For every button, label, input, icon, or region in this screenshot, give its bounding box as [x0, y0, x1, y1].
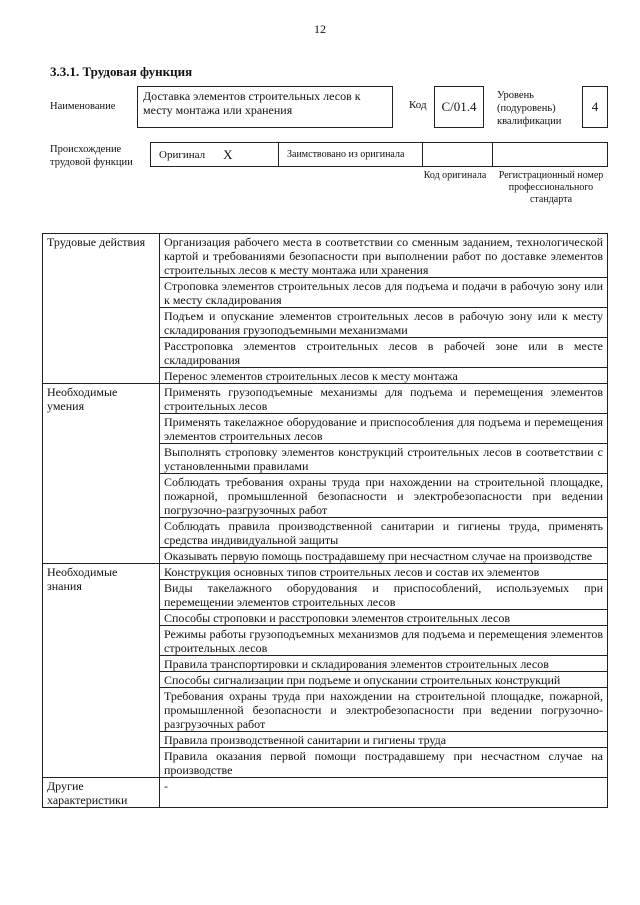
original-cell [151, 143, 279, 166]
borrowed-label: Заимствовано из оригинала [287, 149, 405, 160]
group-item: Правила оказания первой помощи пострадавшему при несчастном случае на производстве [160, 748, 608, 778]
group-item: Требования охраны труда при нахождении на строительной площадке, пожарной, промышленной безопасности и электробезопасности при ведении погрузочно-разгрузочных работ [160, 688, 608, 732]
group-item: Подъем и опускание элементов строительных лесов в рабочую зону или к месту складирования грузоподъемными механизмами [160, 308, 608, 338]
group-item: Соблюдать требования охраны труда при нахождении на строительной площадке, пожарной, промышленной безопасности и электробезопасности при ведении погрузочно-разгрузочных работ [160, 474, 608, 518]
table-row [43, 234, 608, 278]
table-row [43, 564, 608, 580]
table-row [43, 384, 608, 414]
code-value-box: С/01.4 [434, 86, 484, 128]
group-item: Строповка элементов строительных лесов для подъема и подачи в рабочую зону или к месту складирования [160, 278, 608, 308]
group-item: Расстроповка элементов строительных лесов в рабочей зоне или в месте складирования [160, 338, 608, 368]
group-item: Оказывать первую помощь пострадавшему при несчастном случае на производстве [160, 548, 608, 564]
section-title: 3.3.1. Трудовая функция [50, 64, 193, 79]
reg-number-cell [493, 143, 607, 166]
function-name-box: Доставка элементов строительных лесов к месту монтажа или хранения [137, 86, 393, 128]
group-item: Правила производственной санитарии и гигиены труда [160, 732, 608, 748]
reg-number-label: Регистрационный номер профессионального стандарта [498, 170, 604, 205]
group-label: Необходимые умения [43, 384, 160, 564]
page-number: 12 [314, 22, 326, 36]
group-item: Соблюдать правила производственной санитарии и гигиены труда, применять средства индивидуальной защиты [160, 518, 608, 548]
group-item: Применять такелажное оборудование и приспособления для подъема и перемещения элементов строительных лесов [160, 414, 608, 444]
origin-label: Происхождение трудовой функции [50, 144, 133, 168]
original-label: Оригинал [159, 148, 206, 161]
group-item: - [160, 778, 608, 808]
group-item: Способы строповки и расстроповки элементов строительных лесов [160, 610, 608, 626]
code-label: Код [409, 99, 427, 111]
borrowed-cell [279, 143, 423, 166]
table-body [43, 234, 608, 808]
origin-row [150, 142, 608, 167]
group-item: Организация рабочего места в соответствии со сменным заданием, технологической картой и требованиями безопасности при выполнении работ по доставке элементов строительных лесов к месту монтажа или хранения [160, 234, 608, 278]
group-item: Способы сигнализации при подъеме и опускании строительных конструкций [160, 672, 608, 688]
group-label: Другие характеристики [43, 778, 160, 808]
function-table [42, 233, 608, 808]
code-orig-cell [423, 143, 493, 166]
group-item: Конструкция основных типов строительных лесов и состав их элементов [160, 564, 608, 580]
group-label: Трудовые действия [43, 234, 160, 384]
level-value-box: 4 [582, 86, 608, 128]
group-item: Правила транспортировки и складирования элементов строительных лесов [160, 656, 608, 672]
level-label: Уровень (подуровень) квалификации [497, 90, 562, 127]
group-item: Режимы работы грузоподъемных механизмов для подъема и перемещения элементов строительных лесов [160, 626, 608, 656]
name-label: Наименование [50, 101, 116, 112]
group-item: Перенос элементов строительных лесов к месту монтажа [160, 368, 608, 384]
group-label: Необходимые знания [43, 564, 160, 778]
code-orig-label: Код оригинала [423, 170, 487, 181]
group-item: Выполнять строповку элементов конструкций строительных лесов в соответствии с установленными правилами [160, 444, 608, 474]
group-item: Применять грузоподъемные механизмы для подъема и перемещения элементов строительных лесов [160, 384, 608, 414]
table-row [43, 778, 608, 808]
original-mark: X [223, 146, 233, 162]
group-item: Виды такелажного оборудования и приспособлений, используемых при перемещении элементов строительных лесов [160, 580, 608, 610]
